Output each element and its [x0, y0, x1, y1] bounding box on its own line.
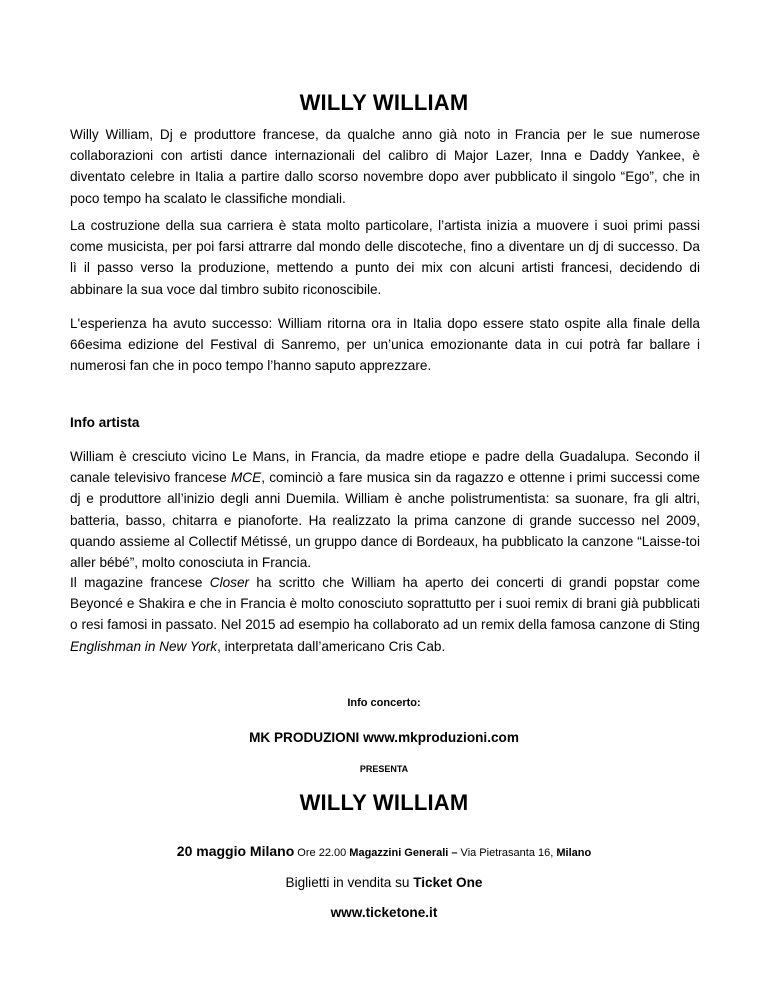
- song-title: Englishman in New York: [70, 638, 218, 654]
- closer-text-b: ha scritto che William ha aperto dei concerti di grandi popstar come Beyoncé e Shakira e che in Francia è molto conosciuto soprattutto per i suoi remix di brani già pubblicati o resi famosi in passato. Nel 2015 ad esempio ha collaborato ad un remix della famosa canzone di Sting: [70, 575, 700, 633]
- tickets-line: [0, 875, 768, 890]
- closer-paragraph: [70, 572, 700, 657]
- channel-name: MCE: [230, 470, 262, 486]
- event-venue: Magazzini Generali –: [349, 847, 458, 859]
- ticket-website: www.ticketone.it: [330, 905, 438, 920]
- presenta-label: PRESENTA: [359, 764, 409, 774]
- event-address: Via Pietrasanta 16,: [457, 847, 557, 859]
- sanremo-paragraph: L'esperienza ha avuto successo: William ritorna ora in Italia dopo essere stato ospite alla finale della 66esima edizione del Festival di Sanremo, per un’unica emozionante data in cui potrà far ballare i numerosi fan che in poco tempo l’hanno saputo apprezzare.: [70, 316, 700, 374]
- event-date: 20 maggio Milano: [176, 843, 295, 859]
- biography-paragraph: [70, 446, 700, 573]
- event-details: [0, 843, 768, 859]
- closer-text-c: , interpretata dall’americano Cris Cab.: [217, 638, 446, 654]
- page-title: WILLY WILLIAM: [299, 90, 469, 115]
- intro-paragraph: Willy William, Dj e produttore francese, da qualche anno già noto in Francia per le sue numerose collaborazioni con artisti dance internazionali del calibro di Major Lazer, Inna e Daddy Yankee, è diventato celebre in Italia a partire dallo scorso novembre dopo aver pubblicato il singolo “Ego”, che in poco tempo ha scalato le classifiche mondiali.: [70, 127, 700, 206]
- biography-text-a: William è cresciuto vicino Le Mans, in Francia, da madre etiope e padre della Guadalupa. Secondo il canale televisivo francese: [70, 449, 700, 486]
- event-time: Ore 22.00: [294, 847, 350, 859]
- info-concerto-label: Info concerto:: [347, 697, 421, 709]
- artist-title: WILLY WILLIAM: [299, 790, 469, 815]
- career-paragraph: La costruzione della sua carriera è stata molto particolare, l’artista inizia a muovere i suoi primi passi come musicista, per poi farsi attrarre dal mondo delle discoteche, fino a diventare un dj di successo. Da lì il passo verso la produzione, mettendo a punto dei mix con alcuni artisti francesi, decidendo di abbinare la sua voce dal timbro subito riconoscibile.: [70, 218, 700, 297]
- closer-text-a: Il magazine francese: [70, 575, 210, 590]
- biography-text-b: , cominciò a fare musica sin da ragazzo e ottenne i primi successi come dj e produttore all’inizio degli anni Duemila. William è anche polistrumentista: sa suonare, fra gli altri, batteria, basso, chitarra e pianoforte. Ha realizzato la prima canzone di grande successo nel 2009, quando assieme al Collectif Métissé, un gruppo dance di Bordeaux, ha pubblicato la canzone “Laisse-toi aller bébé”, molto conosciuta in Francia.: [70, 470, 700, 571]
- info-artista-heading: Info artista: [70, 415, 140, 430]
- tickets-vendor: Ticket One: [413, 875, 483, 890]
- producer-line: MK PRODUZIONI www.mkproduzioni.com: [249, 730, 519, 745]
- tickets-prefix: Biglietti in vendita su: [285, 875, 414, 890]
- magazine-name: Closer: [209, 575, 250, 590]
- event-city: Milano: [556, 847, 592, 859]
